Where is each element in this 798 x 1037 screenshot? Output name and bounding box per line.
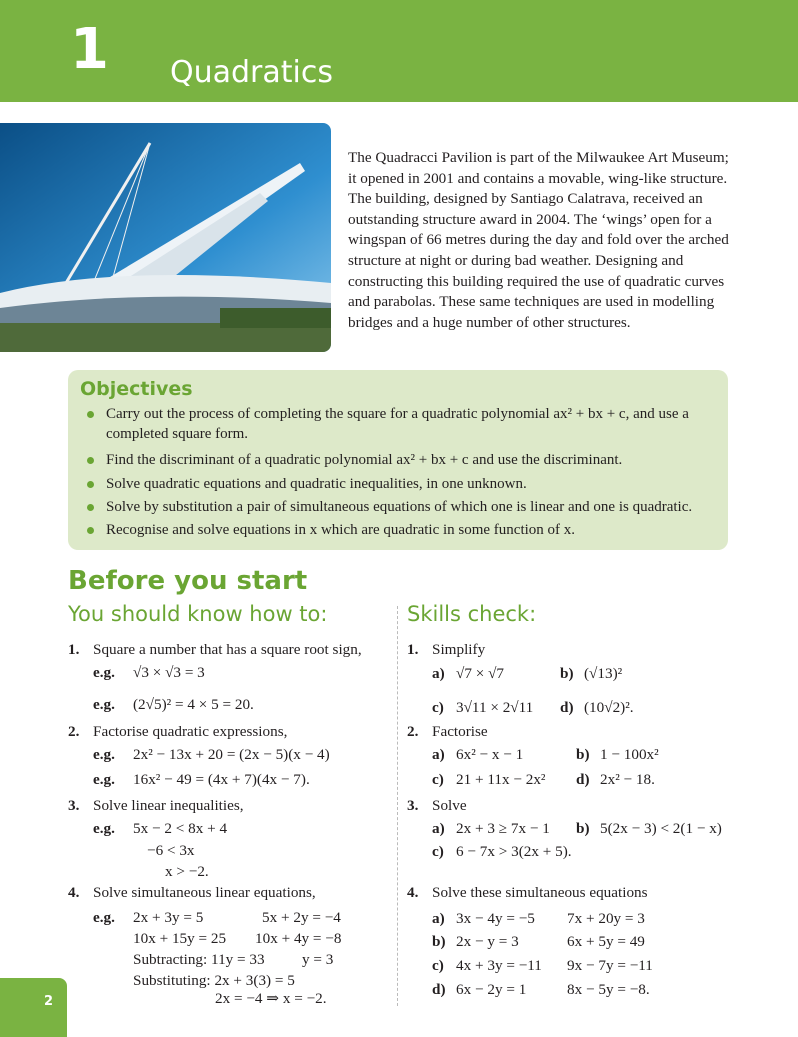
example: Substituting: 2x + 3(3) = 5	[133, 972, 295, 989]
item-text: Square a number that has a square root sign,	[93, 641, 362, 658]
objective-item: Solve quadratic equations and quadratic inequalities, in one unknown.	[87, 474, 717, 494]
item-text: Factorise	[432, 723, 488, 740]
bullet-icon	[87, 527, 94, 534]
objective-item: Carry out the process of completing the square for a quadratic polynomial ax² + bx + c, and use a completed square form.	[87, 404, 717, 444]
you-should-know-heading: You should know how to:	[68, 602, 328, 626]
part-label: b)	[576, 746, 590, 763]
part-label: d)	[576, 771, 590, 788]
before-you-start-heading: Before you start	[68, 566, 308, 596]
exercise: 3x − 4y = −5	[456, 910, 535, 927]
part-label: a)	[432, 820, 445, 837]
item-number: 4.	[407, 884, 419, 901]
part-label: b)	[576, 820, 590, 837]
bullet-icon	[87, 481, 94, 488]
exercise: 4x + 3y = −11	[456, 957, 542, 974]
example: y = 3	[302, 951, 334, 968]
item-text: Solve linear inequalities,	[93, 797, 244, 814]
example: √3 × √3 = 3	[133, 664, 205, 681]
part-label: c)	[432, 771, 444, 788]
objective-item: Find the discriminant of a quadratic polynomial ax² + bx + c and use the discriminant.	[87, 450, 717, 470]
item-text: Solve	[432, 797, 467, 814]
part-label: c)	[432, 843, 444, 860]
example: −6 < 3x	[147, 842, 195, 859]
exercise: √7 × √7	[456, 665, 505, 682]
exercise: 2x² − 18.	[600, 771, 655, 788]
exercise: 2x − y = 3	[456, 933, 519, 950]
chapter-title: Quadratics	[170, 55, 333, 90]
part-label: c)	[432, 957, 444, 974]
chapter-header	[0, 0, 798, 102]
part-label: b)	[432, 933, 446, 950]
part-label: b)	[560, 665, 574, 682]
item-text: Solve simultaneous linear equations,	[93, 884, 316, 901]
item-text: Simplify	[432, 641, 486, 658]
item-text: Solve these simultaneous equations	[432, 884, 648, 901]
example: 2x = −4 ⇒ x = −2.	[215, 990, 327, 1007]
example: 2x² − 13x + 20 = (2x − 5)(x − 4)	[133, 746, 330, 763]
example: x > −2.	[165, 863, 209, 880]
exercise: 1 − 100x²	[600, 746, 659, 763]
part-label: d)	[432, 981, 446, 998]
eg-label: e.g.	[93, 696, 115, 713]
example: 10x + 15y = 25	[133, 930, 227, 947]
exercise: (√13)²	[584, 665, 623, 682]
exercise: 2x + 3 ≥ 7x − 1	[456, 820, 550, 837]
item-number: 4.	[68, 884, 80, 901]
bullet-icon	[87, 411, 94, 418]
item-number: 1.	[407, 641, 419, 658]
example: (2√5)² = 4 × 5 = 20.	[133, 696, 254, 713]
example: 10x + 4y = −8	[255, 930, 342, 947]
part-label: d)	[560, 699, 574, 716]
eg-label: e.g.	[93, 820, 115, 837]
objectives-box	[68, 370, 728, 550]
exercise: 8x − 5y = −8.	[567, 981, 650, 998]
column-divider	[397, 606, 398, 1006]
part-label: a)	[432, 746, 445, 763]
item-number: 2.	[68, 723, 80, 740]
bullet-icon	[87, 504, 94, 511]
exercise: 6x² − x − 1	[456, 746, 524, 763]
example: 5x − 2 < 8x + 4	[133, 820, 228, 837]
intro-paragraph: The Quadracci Pavilion is part of the Milwaukee Art Museum; it opened in 2001 and contains a movable, wing-like structure. The building, designed by Santiago Calatrava, received an outstanding structure award in 2004. The ‘wings’ open for a wingspan of 66 metres during the day and fold over the arched structure at night or during bad weather. Designing and constructing this building required the use of quadratic curves and parabolas. These same techniques are used in modelling bridges and a huge number of other structures.	[348, 149, 729, 331]
eg-label: e.g.	[93, 909, 115, 926]
item-text: Factorise quadratic expressions,	[93, 723, 288, 740]
item-number: 2.	[407, 723, 419, 740]
chapter-number: 1	[70, 17, 109, 82]
eg-label: e.g.	[93, 771, 115, 788]
item-number: 1.	[68, 641, 80, 658]
part-label: c)	[432, 699, 444, 716]
exercise: 6x + 5y = 49	[567, 933, 645, 950]
exercise: 6 − 7x > 3(2x + 5).	[456, 843, 572, 860]
item-number: 3.	[68, 797, 80, 814]
page-number: 2	[44, 994, 54, 1009]
bullet-icon	[87, 457, 94, 464]
exercise: 5(2x − 3) < 2(1 − x)	[600, 820, 722, 837]
exercise: 9x − 7y = −11	[567, 957, 653, 974]
exercise: (10√2)².	[584, 699, 634, 716]
example: 5x + 2y = −4	[262, 909, 341, 926]
example: 16x² − 49 = (4x + 7)(4x − 7).	[133, 771, 310, 788]
page-number-tab	[0, 978, 67, 1037]
objective-item: Solve by substitution a pair of simultaneous equations of which one is linear and one is quadratic.	[87, 497, 717, 517]
eg-label: e.g.	[93, 746, 115, 763]
exercise: 21 + 11x − 2x²	[456, 771, 546, 788]
objectives-title: Objectives	[80, 378, 193, 400]
eg-label: e.g.	[93, 664, 115, 681]
pavilion-photo	[0, 123, 331, 352]
item-number: 3.	[407, 797, 419, 814]
skills-check-heading: Skills check:	[407, 602, 537, 626]
part-label: a)	[432, 910, 445, 927]
example: Subtracting: 11y = 33	[133, 951, 265, 968]
exercise: 3√11 × 2√11	[456, 699, 534, 716]
objective-item: Recognise and solve equations in x which are quadratic in some function of x.	[87, 520, 717, 540]
exercise: 6x − 2y = 1	[456, 981, 527, 998]
example: 2x + 3y = 5	[133, 909, 204, 926]
part-label: a)	[432, 665, 445, 682]
exercise: 7x + 20y = 3	[567, 910, 645, 927]
